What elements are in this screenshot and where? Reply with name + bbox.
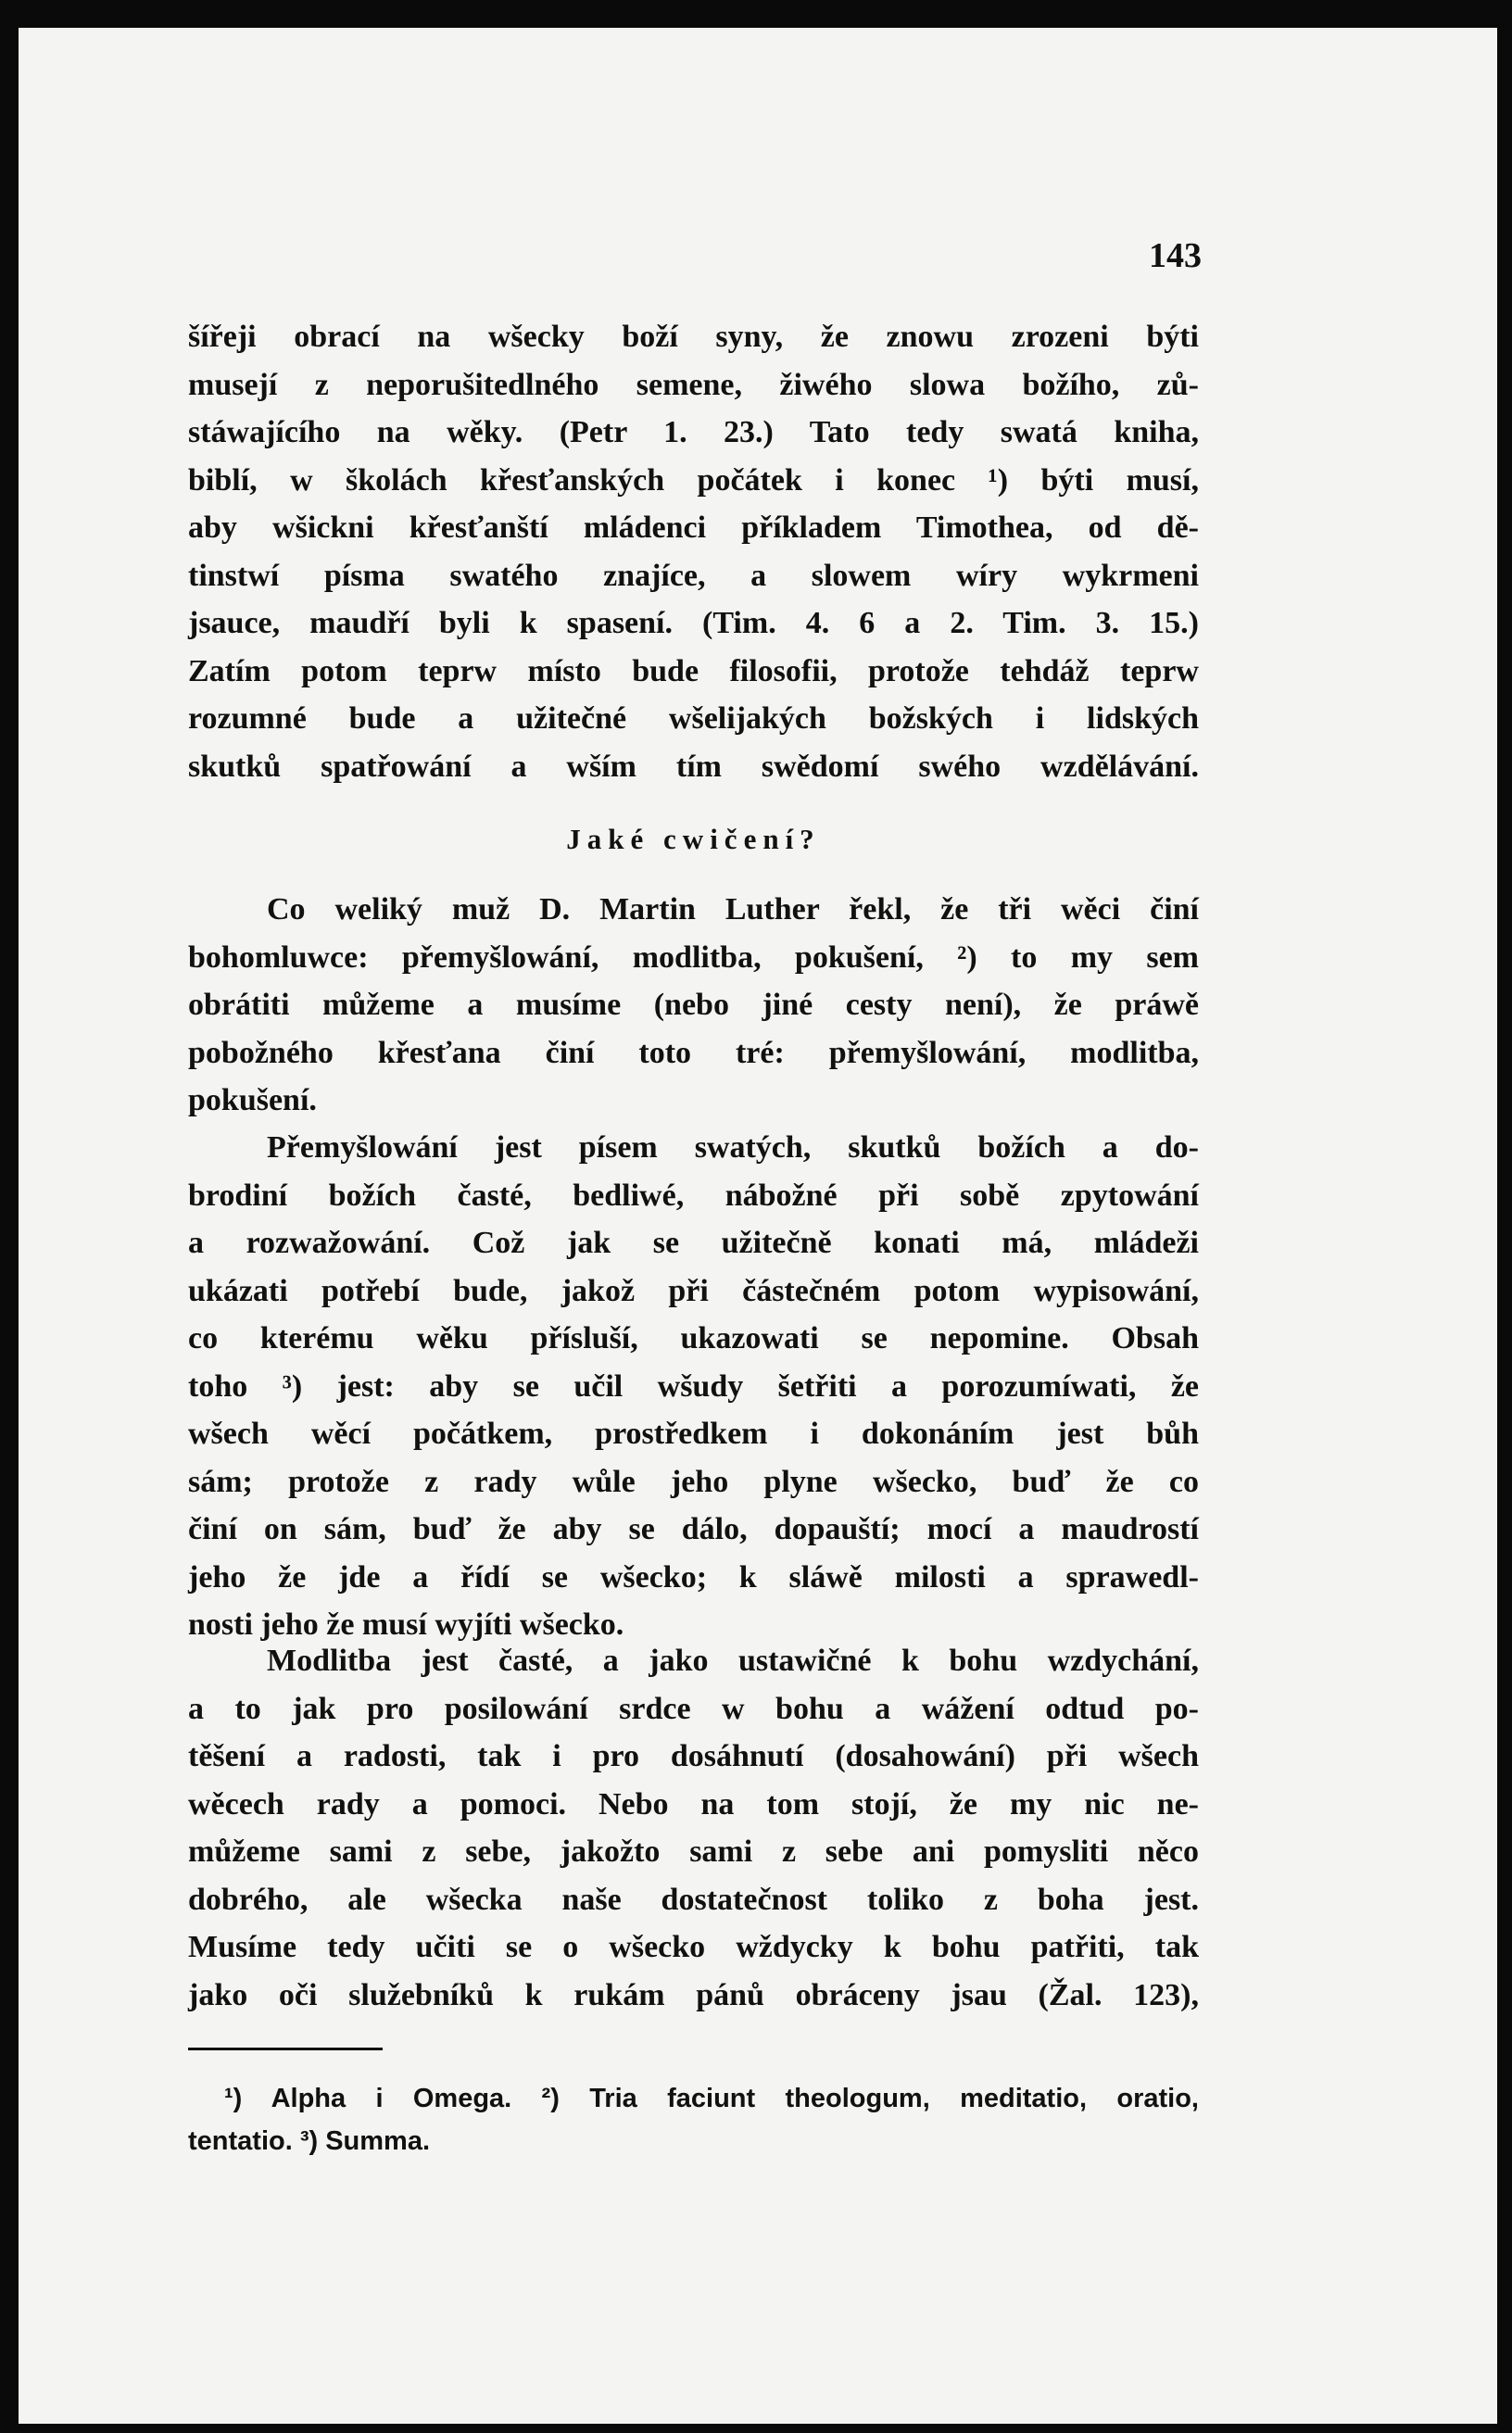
text-line: jeho že jde a řídí se wšecko; k sláwě milosti a sprawedl- bbox=[188, 1559, 1199, 1595]
text-line: nosti jeho že musí wyjíti wšecko. bbox=[188, 1607, 624, 1642]
paragraph-3 bbox=[188, 1124, 1199, 1649]
text-line: činí on sám, buď že aby se dálo, dopauští; mocí a maudrostí bbox=[188, 1512, 1199, 1546]
text-line: aby wšickni křesťanští mládenci příkladem Timothea, od dě- bbox=[188, 511, 1199, 545]
text-line: co kterému wěku přísluší, ukazowati se nepomine. Obsah bbox=[188, 1321, 1199, 1355]
text-line: a to jak pro posilowání srdce w bohu a wážení odtud po- bbox=[188, 1691, 1199, 1726]
footnotes bbox=[188, 2077, 1199, 2162]
text-line: tinstwí písma swatého znajíce, a slowem wíry wykrmeni bbox=[188, 558, 1199, 593]
book-page bbox=[19, 28, 1497, 2424]
text-line: pobožného křesťana činí toto tré: přemyšlowání, modlitba, bbox=[188, 1035, 1199, 1070]
text-line: toho ³) jest: aby se učil wšudy šetřiti a porozumíwati, že bbox=[188, 1368, 1199, 1404]
paragraph-2 bbox=[188, 886, 1199, 1125]
text-line: jsauce, maudří byli k spasení. (Tim. 4. 6 a 2. Tim. 3. 15.) bbox=[188, 606, 1199, 640]
text-line: biblí, w školách křesťanských počátek i konec ¹) býti musí, bbox=[188, 462, 1199, 498]
paragraph-1 bbox=[188, 313, 1199, 790]
paragraph-4 bbox=[188, 1637, 1199, 2019]
text-line: obrátiti můžeme a musíme (nebo jiné cesty není), že práwě bbox=[188, 988, 1199, 1022]
text-line: musejí z neporušitedlného semene, žiwého slowa božího, zů- bbox=[188, 367, 1199, 402]
text-line: šířeji obrací na wšecky boží syny, že znowu zrozeni býti bbox=[188, 320, 1199, 354]
page-number: 143 bbox=[1149, 236, 1202, 275]
text-line: jako oči služebníků k rukám pánů obráceny jsau (Žal. 123), bbox=[188, 1977, 1199, 2012]
text-line: Zatím potom teprw místo bude filosofii, protože tehdáž teprw bbox=[188, 653, 1199, 688]
text-line: bohomluwce: přemyšlowání, modlitba, pokušení, ²) to my sem bbox=[188, 939, 1199, 975]
footnote-line: tentatio. ³) Summa. bbox=[188, 2126, 431, 2156]
text-line: Musíme tedy učiti se o wšecko wždycky k bohu patřiti, tak bbox=[188, 1930, 1199, 1964]
text-line: pokušení. bbox=[188, 1083, 317, 1117]
footnote-line: ¹) Alpha i Omega. ²) Tria faciunt theologum, meditatio, oratio, bbox=[224, 2084, 1199, 2113]
text-line: wěcech rady a pomoci. Nebo na tom stojí, že my nic ne- bbox=[188, 1786, 1199, 1822]
text-line: a rozwažowání. Což jak se užitečně konati má, mládeži bbox=[188, 1226, 1199, 1260]
footnote-divider bbox=[188, 2048, 383, 2050]
text-line: rozumné bude a užitečné wšelijakých božských i lidských bbox=[188, 701, 1199, 736]
text-line: stáwajícího na wěky. (Petr 1. 23.) Tato tedy swatá kniha, bbox=[188, 415, 1199, 449]
text-line: můžeme sami z sebe, jakožto sami z sebe ani pomysliti něco bbox=[188, 1834, 1199, 1869]
text-line: brodiní božích časté, bedliwé, nábožné při sobě zpytowání bbox=[188, 1178, 1199, 1213]
text-line: sám; protože z rady wůle jeho plyne wšecko, buď že co bbox=[188, 1464, 1199, 1499]
text-line: Co weliký muž D. Martin Luther řekl, že tři wěci činí bbox=[267, 892, 1199, 927]
text-line: wšech wěcí počátkem, prostředkem i dokonáním jest bůh bbox=[188, 1417, 1199, 1451]
text-line: Modlitba jest časté, a jako ustawičné k bohu wzdychání, bbox=[267, 1644, 1199, 1678]
section-heading: Jaké cwičení? bbox=[566, 823, 821, 855]
text-line: Přemyšlowání jest písem swatých, skutků božích a do- bbox=[267, 1130, 1199, 1165]
text-line: ukázati potřebí bude, jakož při částečném potom wypisowání, bbox=[188, 1273, 1199, 1308]
text-line: dobrého, ale wšecka naše dostatečnost toliko z boha jest. bbox=[188, 1882, 1199, 1917]
text-line: skutků spatřowání a wším tím swědomí swého wzdělávání. bbox=[188, 749, 1199, 784]
text-line: těšení a radosti, tak i pro dosáhnutí (dosahowání) při wšech bbox=[188, 1739, 1199, 1773]
